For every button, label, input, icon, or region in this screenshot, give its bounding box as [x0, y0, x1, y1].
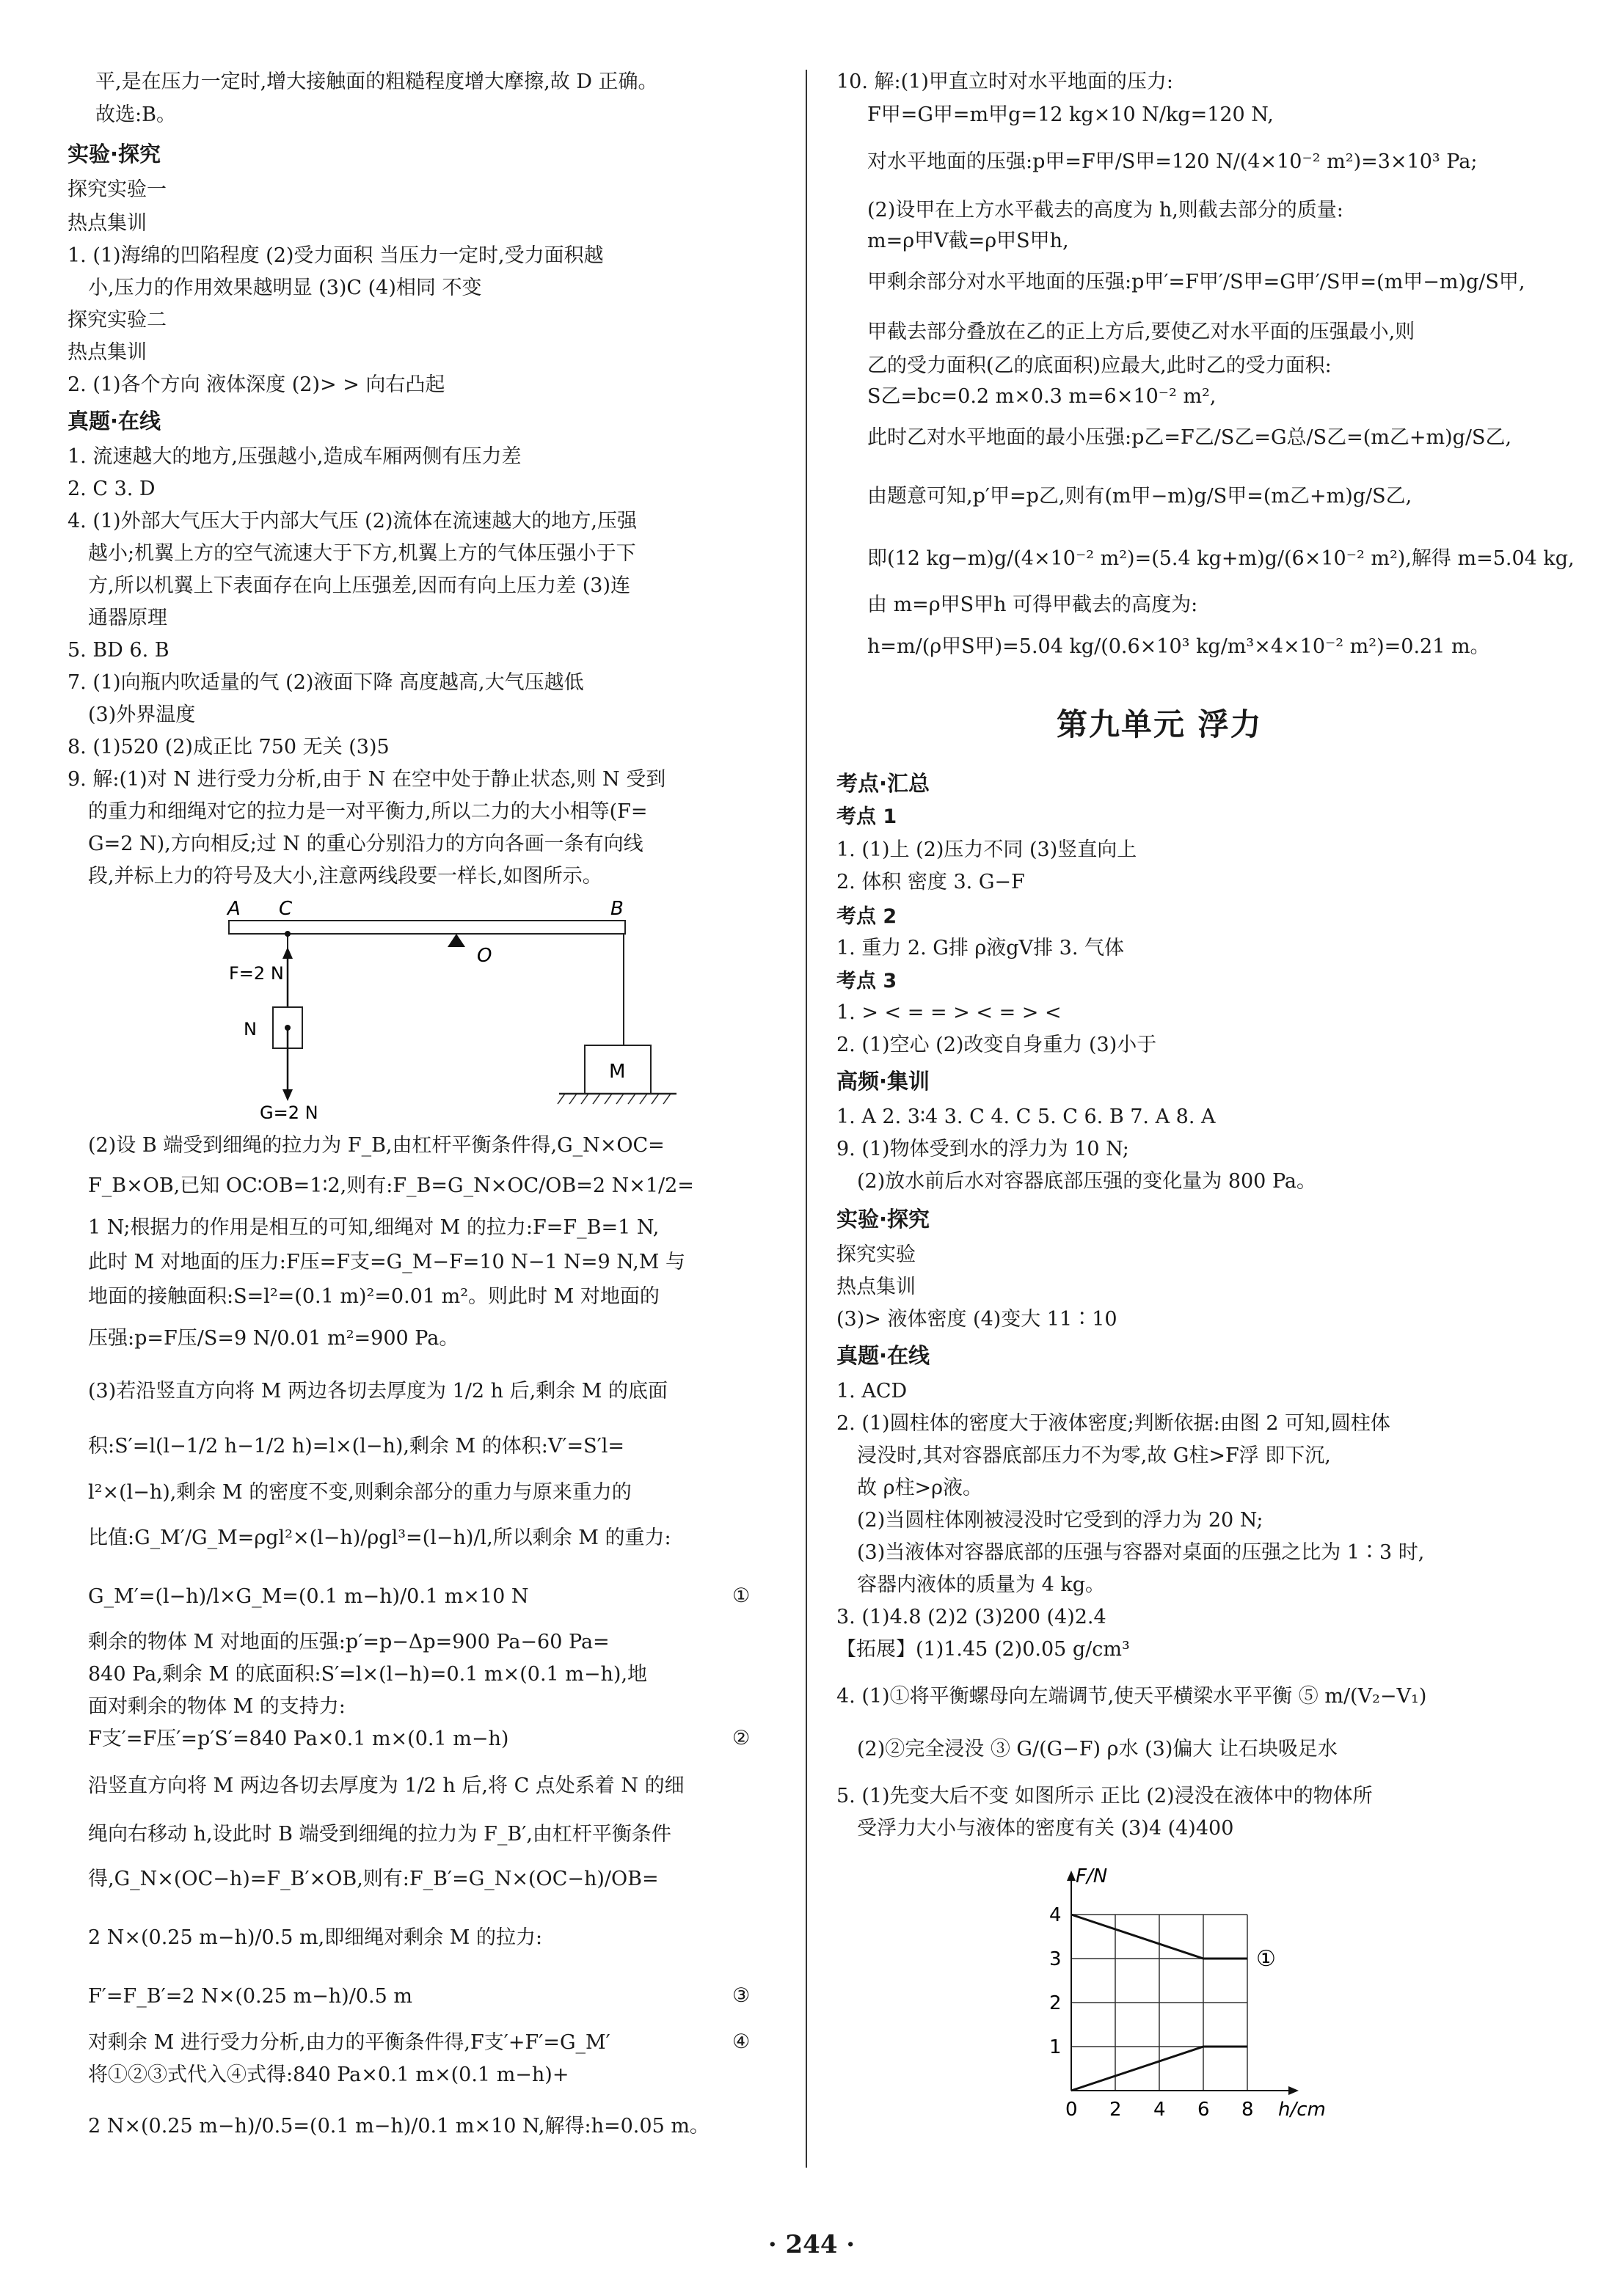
text-line: 得,G_N×(OC−h)=F_B′×OB,则有:F_B′=G_N×(OC−h)/OB= [88, 1868, 659, 1890]
section-heading-real: 真题·在线 [836, 1343, 930, 1368]
text-line: 的重力和细绳对它的拉力是一对平衡力,所以二力的大小相等(F= [88, 800, 648, 823]
equation-number: ① [732, 1584, 751, 1607]
text-line: h=m/(ρ甲S甲)=5.04 kg/(0.6×10³ kg/m³×4×10⁻² m²)=0.21 m。 [867, 635, 1490, 658]
text-line: F支′=F压′=p′S′=840 Pa×0.1 m×(0.1 m−h) [88, 1728, 509, 1750]
equation-number: ② [732, 1727, 751, 1750]
text-line: 探究实验二 [68, 309, 167, 332]
text-line: 浸没时,其对容器底部压力不为零,故 G柱>F浮 即下沉, [857, 1444, 1331, 1467]
text-line: (3)若沿竖直方向将 M 两边各切去厚度为 1/2 h 后,剩余 M 的底面 [88, 1380, 668, 1403]
series-annotation: ① [1256, 1946, 1276, 1972]
text-line: F甲=G甲=m甲g=12 kg×10 N/kg=120 N, [867, 103, 1274, 126]
text-line: 4. (1)外部大气压大于内部大气压 (2)流体在流速越大的地方,压强 [68, 510, 637, 533]
lever-diagram [214, 899, 684, 1119]
text-line: 探究实验一 [68, 178, 167, 201]
y-axis-arrow-icon [1067, 1871, 1076, 1881]
text-line: 2 N×(0.25 m−h)/0.5=(0.1 m−h)/0.1 m×10 N,解得:h=0.05 m。 [88, 2115, 710, 2138]
x-tick-label: 0 [1065, 2099, 1078, 2121]
text-line: 3. (1)4.8 (2)2 (3)200 (4)2.4 [836, 1606, 1106, 1628]
text-line: 840 Pa,剩余 M 的底面积:S′=l×(l−h)=0.1 m×(0.1 m−h),地 [88, 1663, 648, 1686]
y-tick-label: 4 [1049, 1904, 1062, 1926]
text-line: 对水平地面的压强:p甲=F甲/S甲=120 N/(4×10⁻² m²)=3×10³ Pa; [867, 150, 1478, 173]
text-line: 热点集训 [68, 341, 147, 364]
text-line: S乙=bc=0.2 m×0.3 m=6×10⁻² m², [867, 385, 1217, 408]
text-line: 2. C 3. D [68, 478, 156, 500]
y-tick-label: 3 [1049, 1948, 1062, 1970]
text-line: (2)设甲在上方水平截去的高度为 h,则截去部分的质量: [867, 199, 1343, 222]
text-line: 小,压力的作用效果越明显 (3)C (4)相同 不变 [88, 277, 482, 299]
text-line: 1. 重力 2. G排 ρ液gV排 3. 气体 [836, 937, 1125, 959]
section-heading-frequent: 高频·集训 [836, 1069, 930, 1094]
y-axis-label: F/N [1076, 1865, 1108, 1887]
text-line: 段,并标上力的符号及大小,注意两线段要一样长,如图所示。 [88, 865, 602, 888]
text-line: 9. (1)物体受到水的浮力为 10 N; [836, 1138, 1129, 1160]
page-number: · 244 · [767, 2230, 856, 2259]
column-divider [806, 70, 807, 2168]
text-line: 1. A 2. 3∶4 3. C 4. C 5. C 6. B 7. A 8. A [836, 1105, 1216, 1128]
fulcrum-icon [448, 934, 465, 947]
subheading-point-2: 考点 2 [836, 905, 897, 928]
x-tick-label: 2 [1109, 2099, 1122, 2121]
text-line: 1. (1)上 (2)压力不同 (3)竖直向上 [836, 838, 1137, 861]
text-line: 9. 解:(1)对 N 进行受力分析,由于 N 在空中处于静止状态,则 N 受到 [68, 768, 666, 791]
text-line: 绳向右移动 h,设此时 B 端受到细绳的拉力为 F_B′,由杠杆平衡条件 [88, 1823, 671, 1846]
text-line: 对剩余 M 进行受力分析,由力的平衡条件得,F支′+F′=G_M′ [88, 2031, 610, 2054]
text-line: 2. (1)空心 (2)改变自身重力 (3)小于 [836, 1034, 1157, 1056]
subheading-point-3: 考点 3 [836, 970, 897, 992]
text-line: 将①②③式代入④式得:840 Pa×0.1 m×(0.1 m−h)+ [88, 2063, 569, 2086]
text-line: 2. (1)圆柱体的密度大于液体密度;判断依据:由图 2 可知,圆柱体 [836, 1412, 1390, 1435]
text-line: 通器原理 [88, 607, 167, 629]
section-heading-real: 真题·在线 [68, 409, 161, 434]
text-line: 1. 流速越大的地方,压强越小,造成车厢两侧有压力差 [68, 445, 522, 468]
text-line: 1. ACD [836, 1380, 908, 1403]
force-depth-chart [1020, 1849, 1387, 2127]
text-line: G=2 N),方向相反;过 N 的重心分别沿力的方向各画一条有向线 [88, 833, 643, 855]
text-line: 由题意可知,p′甲=p乙,则有(m甲−m)g/S甲=(m乙+m)g/S乙, [867, 485, 1412, 508]
text-line: 乙的受力面积(乙的底面积)应最大,此时乙的受力面积: [867, 354, 1332, 377]
text-line: 5. (1)先变大后不变 如图所示 正比 (2)浸没在液体中的物体所 [836, 1785, 1373, 1807]
text-line: 1 N;根据力的作用是相互的可知,细绳对 M 的拉力:F=F_B=1 N, [88, 1216, 660, 1239]
text-line: 1. > < = = > < = > < [836, 1001, 1062, 1024]
text-line: 2 N×(0.25 m−h)/0.5 m,即细绳对剩余 M 的拉力: [88, 1926, 543, 1949]
text-line: F′=F_B′=2 N×(0.25 m−h)/0.5 m [88, 1985, 412, 2008]
section-heading-points: 考点·汇总 [836, 771, 930, 796]
text-line: 剩余的物体 M 对地面的压强:p′=p−Δp=900 Pa−60 Pa= [88, 1631, 610, 1653]
subheading-point-1: 考点 1 [836, 805, 897, 828]
arrow-down-icon [282, 1089, 293, 1101]
text-line: 平,是在压力一定时,增大接触面的粗糙程度增大摩擦,故 D 正确。 [95, 70, 658, 93]
text-line: 2. (1)各个方向 液体深度 (2)> > 向右凸起 [68, 373, 445, 396]
text-line: 即(12 kg−m)g/(4×10⁻² m²)=(5.4 kg+m)g/(6×10⁻² m²),解得 m=5.04 kg, [867, 547, 1575, 570]
text-line: 由 m=ρ甲S甲h 可得甲截去的高度为: [867, 593, 1198, 616]
label-m: M [609, 1061, 626, 1083]
text-line: 越小;机翼上方的空气流速大于下方,机翼上方的气体压强小于下 [88, 542, 636, 565]
x-axis-label: h/cm [1278, 2099, 1326, 2121]
text-line: 8. (1)520 (2)成正比 750 无关 (3)5 [68, 736, 390, 758]
equation-number: ④ [732, 2030, 751, 2053]
equation-number: ③ [732, 1984, 751, 2007]
x-tick-label: 6 [1197, 2099, 1210, 2121]
text-line: 热点集训 [68, 212, 147, 235]
chart-axes [1067, 1871, 1299, 2095]
x-tick-label: 4 [1153, 2099, 1166, 2121]
text-line: 1. (1)海绵的凹陷程度 (2)受力面积 当压力一定时,受力面积越 [68, 244, 604, 267]
label-a: A [227, 899, 241, 920]
chart-grid [1071, 1915, 1247, 2091]
text-line: 容器内液体的质量为 4 kg。 [857, 1573, 1105, 1596]
y-tick-label: 2 [1049, 1992, 1062, 2014]
section-heading-experiment: 实验·探究 [836, 1207, 930, 1232]
text-line: 7. (1)向瓶内吹适量的气 (2)液面下降 高度越高,大气压越低 [68, 671, 584, 694]
text-line: 热点集训 [836, 1276, 916, 1298]
text-line: 5. BD 6. B [68, 639, 169, 662]
unit-title: 第九单元 浮力 [1057, 706, 1263, 742]
text-line: l²×(l−h),剩余 M 的密度不变,则剩余部分的重力与原来重力的 [88, 1481, 632, 1504]
text-line: 地面的接触面积:S=l²=(0.1 m)²=0.01 m²。则此时 M 对地面的 [88, 1285, 660, 1308]
x-tick-label: 8 [1241, 2099, 1254, 2121]
label-force-f: F=2 N [229, 963, 284, 984]
text-line: (2)②完全浸没 ③ G/(G−F) ρ水 (3)偏大 让石块吸足水 [857, 1738, 1338, 1761]
text-line: (2)放水前后水对容器底部压强的变化量为 800 Pa。 [857, 1170, 1316, 1193]
text-line: (3)当液体对容器底部的压强与容器对桌面的压强之比为 1∶3 时, [857, 1541, 1425, 1564]
ground-hatch [558, 1094, 671, 1104]
text-line: 【拓展】(1)1.45 (2)0.05 g/cm³ [836, 1638, 1130, 1661]
label-n: N [244, 1019, 257, 1039]
text-line: F_B×OB,已知 OC∶OB=1∶2,则有:F_B=G_N×OC/OB=2 N×1/2= [88, 1174, 694, 1197]
text-line: 故 ρ柱>ρ液。 [857, 1477, 982, 1499]
label-b: B [610, 899, 624, 920]
text-line: 受浮力大小与液体的密度有关 (3)4 (4)400 [857, 1817, 1234, 1840]
point-c [285, 931, 291, 937]
text-line: 探究实验 [836, 1243, 916, 1266]
text-line: 沿竖直方向将 M 两边各切去厚度为 1/2 h 后,将 C 点处系着 N 的细 [88, 1774, 685, 1797]
text-line: 比值:G_M′/G_M=ρgl²×(l−h)/ρgl³=(l−h)/l,所以剩余 M 的重力: [88, 1527, 671, 1549]
text-line: m=ρ甲V截=ρ甲S甲h, [867, 230, 1069, 252]
text-line: 面对剩余的物体 M 的支持力: [88, 1695, 346, 1718]
text-line: 积:S′=l(l−1/2 h−1/2 h)=l×(l−h),剩余 M 的体积:V′=S′l= [88, 1435, 625, 1458]
text-line: G_M′=(l−h)/l×G_M=(0.1 m−h)/0.1 m×10 N [88, 1585, 529, 1608]
label-o: O [477, 945, 492, 967]
x-axis-arrow-icon [1288, 2086, 1299, 2095]
text-line: 4. (1)①将平衡螺母向左端调节,使天平横梁水平平衡 ⑤ m/(V₂−V₁) [836, 1685, 1427, 1708]
text-line: 方,所以机翼上下表面存在向上压强差,因而有向上压力差 (3)连 [88, 574, 630, 597]
label-c: C [279, 899, 293, 920]
label-gravity-g: G=2 N [260, 1103, 318, 1119]
section-heading-experiment: 实验·探究 [68, 142, 161, 167]
text-line: 甲截去部分叠放在乙的正上方后,要使乙对水平面的压强最小,则 [867, 321, 1415, 343]
y-tick-label: 1 [1049, 2036, 1062, 2058]
text-line: (2)当圆柱体刚被浸没时它受到的浮力为 20 N; [857, 1509, 1263, 1532]
arrow-up-icon [282, 947, 293, 959]
text-line: (2)设 B 端受到细绳的拉力为 F_B,由杠杆平衡条件得,G_N×OC= [88, 1134, 665, 1157]
text-line: 此时 M 对地面的压力:F压=F支=G_M−F=10 N−1 N=9 N,M 与 [88, 1251, 685, 1273]
text-line: (3)> 液体密度 (4)变大 11∶10 [836, 1308, 1117, 1331]
text-line: 压强:p=F压/S=9 N/0.01 m²=900 Pa。 [88, 1327, 459, 1350]
chart-labels [1049, 1865, 1326, 2121]
text-line: 甲剩余部分对水平地面的压强:p甲′=F甲′/S甲=G甲′/S甲=(m甲−m)g/S甲, [867, 271, 1525, 293]
text-line: 2. 体积 密度 3. G−F [836, 871, 1025, 893]
text-line: (3)外界温度 [88, 703, 196, 726]
text-line: 此时乙对水平地面的最小压强:p乙=F乙/S乙=G总/S乙=(m乙+m)g/S乙, [867, 426, 1512, 449]
text-line: 10. 解:(1)甲直立时对水平地面的压力: [836, 70, 1173, 93]
text-line: 故选:B。 [95, 103, 176, 126]
